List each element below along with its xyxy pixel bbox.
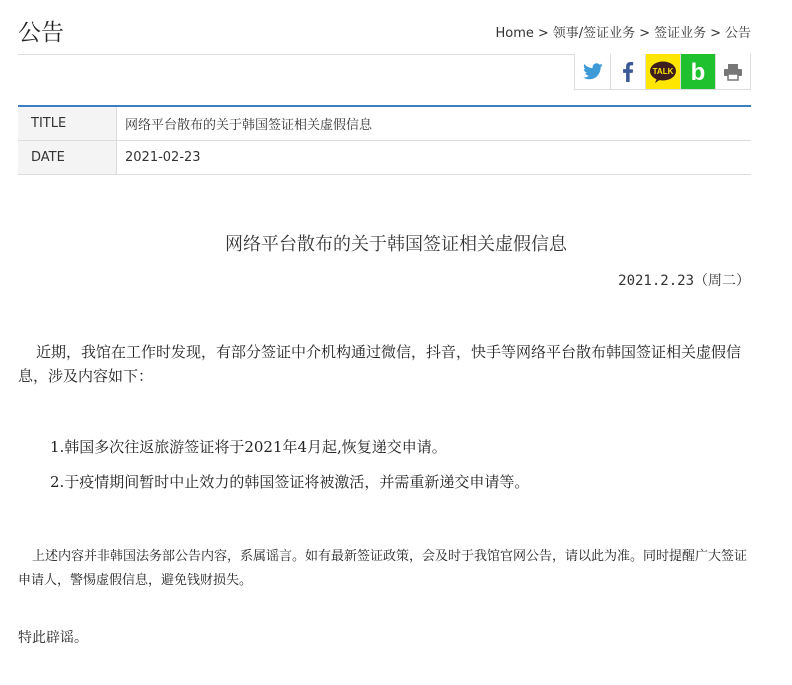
breadcrumb (495, 22, 751, 41)
title-row (18, 107, 751, 141)
twitter-share-button[interactable] (575, 54, 610, 89)
breadcrumb-consular[interactable]: 领事/签证业务 (552, 26, 636, 41)
twitter-icon (583, 63, 603, 80)
band-icon (686, 59, 710, 85)
breadcrumb-separator: > (710, 26, 721, 41)
post-info-table (18, 105, 751, 175)
breadcrumb-separator: > (537, 26, 549, 41)
title-value: 网络平台散布的关于韩国签证相关虚假信息 (125, 118, 373, 133)
date-row (18, 141, 751, 175)
share-bar (574, 54, 751, 90)
band-share-button[interactable] (680, 54, 715, 89)
article-intro: 近期，我馆在工作时发现，有部分签证中介机构通过微信，抖音，快手等网络平台散布韩国签证相关虚假信息，涉及内容如下： (18, 343, 742, 385)
kakaotalk-share-button[interactable] (645, 54, 680, 89)
print-button[interactable] (715, 54, 750, 89)
article-title: 网络平台散布的关于韩国签证相关虚假信息 (225, 234, 567, 255)
article-notice: 上述内容并非韩国法务部公告内容，系属谣言。如有最新签证政策，会及时于我馆官网公告，请以此为准。同时提醒广大签证申请人，警惕虚假信息，避免钱财损失。 (18, 549, 748, 588)
breadcrumb-home[interactable]: Home (495, 26, 534, 41)
breadcrumb-visa[interactable]: 签证业务 (654, 26, 707, 41)
breadcrumb-current[interactable]: 公告 (724, 26, 751, 41)
list-item: 1.韩国多次往返旅游签证将于2021年4月起,恢复递交申请。 (50, 438, 447, 456)
date-label: DATE (18, 141, 117, 174)
page-title: 公告 (18, 20, 64, 46)
facebook-icon (622, 62, 634, 82)
band-label: b (690, 58, 706, 85)
date-value: 2021-02-23 (125, 150, 201, 165)
title-label: TITLE (18, 107, 117, 140)
facebook-share-button[interactable] (610, 54, 645, 89)
printer-icon (723, 63, 743, 81)
list-item: 2.于疫情期间暂时中止效力的韩国签证将被激活，并需重新递交申请等。 (50, 473, 530, 491)
kakaotalk-label: TALK (652, 66, 674, 76)
article-date: 2021.2.23（周二） (618, 273, 750, 289)
breadcrumb-separator: > (639, 26, 651, 41)
kakaotalk-icon (648, 60, 678, 84)
article-closing: 特此辟谣。 (18, 630, 88, 646)
